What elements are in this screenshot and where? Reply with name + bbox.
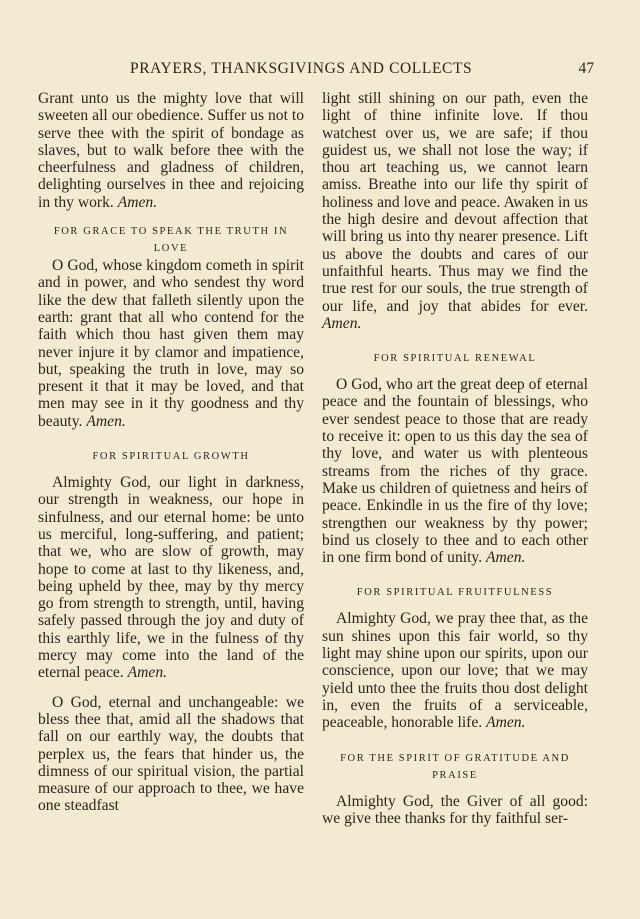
page-number: 47 <box>578 60 594 77</box>
page-header <box>38 60 594 82</box>
prayer-growth <box>38 474 304 682</box>
amen: Amen. <box>322 314 362 332</box>
section-heading-grace: FOR GRACE TO SPEAK THE TRUTH IN LOVE <box>53 226 289 255</box>
prayer-gratitude <box>322 793 588 828</box>
prayer-text: Almighty God, our light in darkness, our strength in weakness, our hope in sinfulness, and our eternal home: be unto us merciful, long-suffering, and patient; that we, who are slow of growth, may hope to come at last to thy likeness, and, being upheld by thee, may by thy mercy go from strength to strength, until, having safely passed through the joy and duty of this earthly life, we in the fulness of thy mercy may come into the land of the eternal peace. <box>38 474 304 682</box>
prayer-continued <box>322 90 588 332</box>
prayer-renewal <box>322 376 588 566</box>
amen: Amen. <box>127 664 168 682</box>
section-heading-fruitfulness: FOR SPIRITUAL FRUITFULNESS <box>356 587 554 599</box>
prayer-text: O God, whose kingdom cometh in spirit and in power, and who sendest thy word like the dew that falleth silently upon the earth: grant that all who contend for the faith which thou hast given them may never injure it by clamor and impatience, but, speaking the truth in love, may so present it that it may be loved, and that men may see in it thy goodness and thy beauty. <box>38 257 304 430</box>
prayer-text: Grant unto us the mighty love that will sweeten all our obedience. Suffer us not to serve thee with the spirit of bondage as slaves, but to walk before thee with the cheerfulness and gladness of children, delighting ourselves in thee and rejoicing in thy work. <box>38 90 304 211</box>
prayer-eternal <box>38 694 304 815</box>
prayer-text: O God, eternal and unchangeable: we bless thee that, amid all the shadows that fall on our earthly way, the doubts that perplex us, the fears that hinder us, the dimness of our spiritual vision, the partial measure of our approach to thee, we have one steadfast <box>38 693 304 815</box>
prayer-grace <box>38 257 304 430</box>
amen: Amen. <box>117 193 158 211</box>
section-heading-renewal: FOR SPIRITUAL RENEWAL <box>373 353 537 365</box>
prayer-text: light still shining on our path, even the light of thine infinite love. If thou watchest over us, we are safe; if thou guidest us, we shall not lose the way; if thou art teaching us, we cannot learn amiss. Breathe into our life thy spirit of holiness and love and peace. Awaken in us the high desire and devout affection that will bring us into thy nearer presence. Lift us above the doubts and cares of our unfaithful hearts. Thus may we find the true rest for our souls, the true strength of our life, and joy that abides for ever. <box>322 90 588 315</box>
prayer-fruitfulness <box>322 610 588 731</box>
section-heading-growth: FOR SPIRITUAL GROWTH <box>92 451 250 463</box>
amen: Amen. <box>86 412 126 430</box>
amen: Amen. <box>486 549 526 567</box>
prayer-text: Almighty God, we pray thee that, as the sun shines upon this fair world, so thy light may shine upon our spirits, upon our conscience, upon our love; that we may yield unto thee the fruits thou dost delight in, even the fruits of a serviceable, peaceable, honorable life. <box>322 610 588 732</box>
prayer-text: O God, who art the great deep of eternal peace and the fountain of blessings, who ever sendest peace to those that are ready to receive it: open to us this day the sea of thy love, and water us with plenteous streams from the riches of thy grace. Make us children of quietness and heirs of peace. Enkindle in us the fire of thy love; strengthen our weakness by thy power; bind us closely to thee and to each other in one firm bond of unity. <box>322 376 588 567</box>
amen: Amen. <box>486 714 526 732</box>
prayer-text: Almighty God, the Giver of all good: we give thee thanks for thy faithful ser- <box>322 792 588 827</box>
right-column <box>322 90 588 827</box>
prayer-continued <box>38 90 304 211</box>
running-title: PRAYERS, THANKSGIVINGS AND COLLECTS <box>130 60 473 77</box>
left-column <box>38 90 304 815</box>
section-heading-gratitude: FOR THE SPIRIT OF GRATITUDE AND PRAISE <box>340 752 570 781</box>
